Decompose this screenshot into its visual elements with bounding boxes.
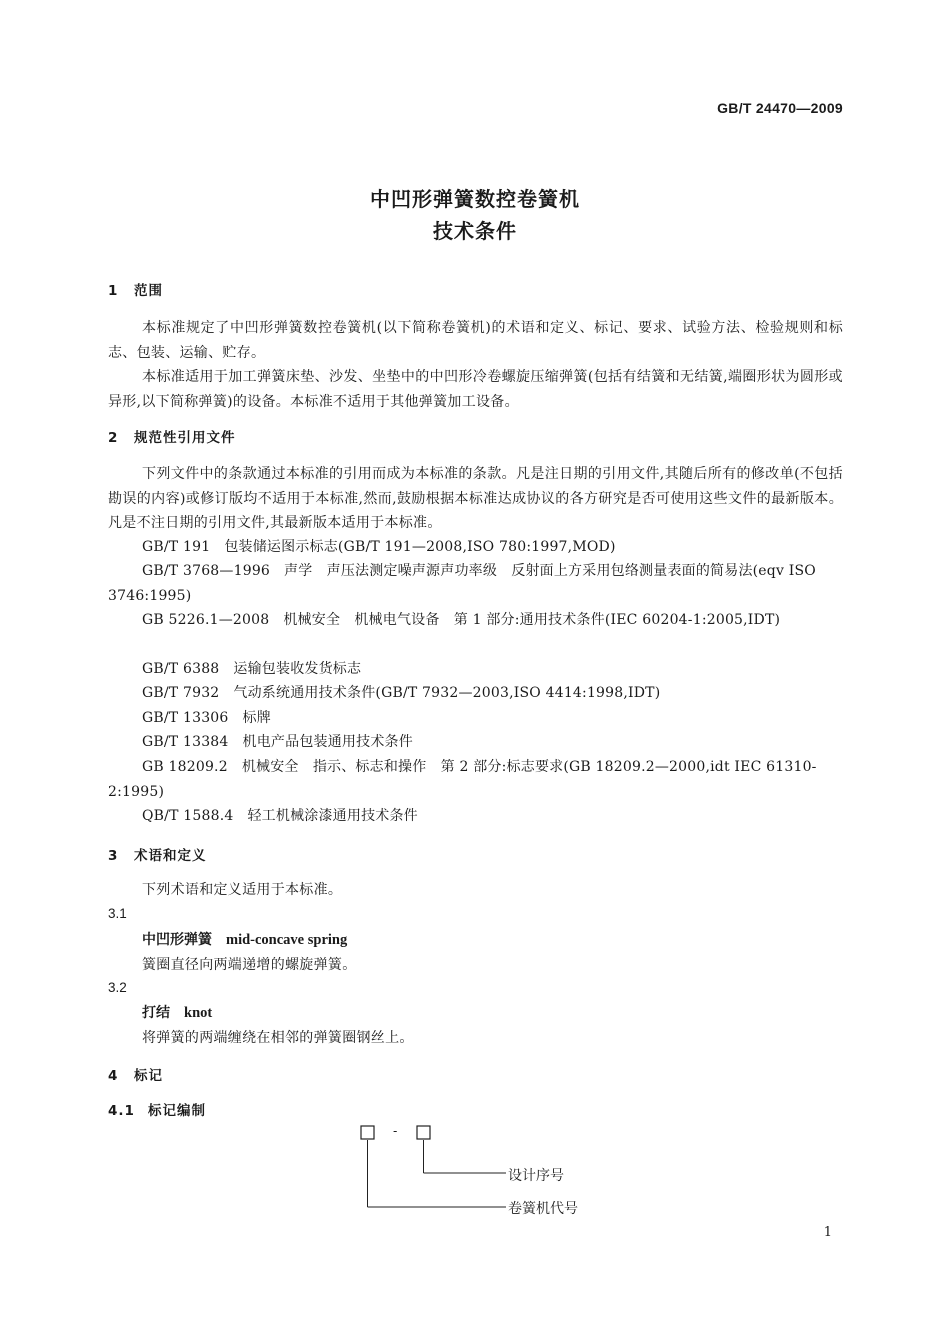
subsection-title: 标记编制 — [148, 1103, 206, 1119]
design-serial-box — [417, 1126, 430, 1139]
term-en: mid-concave spring — [226, 932, 348, 948]
section-title: 规范性引用文件 — [134, 430, 236, 446]
reference-title: 机电产品包装通用技术条件 — [242, 734, 413, 750]
doc-title-line1: 中凹形弹簧数控卷簧机 — [370, 187, 580, 211]
section-1-para-2: 本标准适用于加工弹簧床垫、沙发、坐垫中的中凹形冷卷螺旋压缩弹簧(包括有结簧和无结簧,端圈形状为圆形或异形,以下简称弹簧)的设备。本标准不适用于其他弹簧加工设备。 — [108, 369, 843, 410]
section-number: 2 — [108, 430, 119, 446]
term-number: 3.1 — [108, 906, 127, 921]
standard-number: GB/T 24470—2009 — [717, 100, 843, 116]
reference-code: GB/T 7932 — [142, 685, 220, 701]
section-number: 4 — [108, 1068, 119, 1084]
doc-title-line2: 技术条件 — [433, 219, 517, 243]
reference-code: GB/T 13306 — [142, 710, 229, 726]
reference-title: 标牌 — [242, 710, 271, 726]
reference-code: GB/T 191 — [142, 539, 211, 555]
term-definition: 将弹簧的两端缠绕在相邻的弹簧圈钢丝上。 — [142, 1030, 414, 1046]
label-design-serial: 设计序号 — [508, 1168, 564, 1184]
reference-title: 机械安全 指示、标志和操作 第 2 部分:标志要求(GB 18209.2—2000,idt IEC 61310-2:1995) — [108, 759, 817, 800]
term-cn: 打结 — [142, 1005, 170, 1021]
reference-title: 机械安全 机械电气设备 第 1 部分:通用技术条件(IEC 60204-1:2005,IDT) — [283, 612, 781, 628]
term-cn: 中凹形弹簧 — [142, 932, 212, 948]
reference-title: 气动系统通用技术条件(GB/T 7932—2003,ISO 4414:1998,IDT) — [233, 685, 661, 701]
reference-title: 声学 声压法测定噪声源声功率级 反射面上方采用包络测量表面的简易法(eqv ISO 3746:1995) — [108, 563, 816, 604]
reference-code: GB/T 13384 — [142, 734, 229, 750]
section-3-intro: 下列术语和定义适用于本标准。 — [142, 882, 343, 898]
subsection-number: 4.1 — [108, 1103, 135, 1119]
reference-code: QB/T 1588.4 — [142, 808, 234, 824]
reference-code: GB/T 6388 — [142, 661, 220, 677]
term-definition: 簧圈直径向两端递增的螺旋弹簧。 — [142, 957, 357, 973]
reference-code: GB 18209.2 — [142, 759, 228, 775]
label-model-code: 卷簧机代号 — [508, 1201, 578, 1217]
reference-code: GB 5226.1—2008 — [142, 612, 270, 628]
section-number: 1 — [108, 283, 119, 299]
section-2-intro: 下列文件中的条款通过本标准的引用而成为本标准的条款。凡是注日期的引用文件,其随后所有的修改单(不包括勘误的内容)或修订版均不适用于本标准,然而,鼓励根据本标准达成协议的各方研究是否可使用这些文件的最新版本。凡是不注日期的引用文件,其最新版本适用于本标准。 — [108, 466, 843, 531]
section-title: 范围 — [134, 283, 163, 299]
reference-title: 包装储运图示标志(GB/T 191—2008,ISO 780:1997,MOD) — [224, 539, 616, 555]
reference-title: 运输包装收发货标志 — [233, 661, 362, 677]
reference-title: 轻工机械涂漆通用技术条件 — [247, 808, 418, 824]
model-code-box — [361, 1126, 374, 1139]
term-en: knot — [184, 1005, 213, 1021]
page-number: 1 — [823, 1225, 832, 1240]
section-title: 术语和定义 — [134, 848, 207, 864]
reference-code: GB/T 3768—1996 — [142, 563, 271, 579]
diagram-separator: - — [393, 1124, 398, 1138]
section-1-para-1: 本标准规定了中凹形弹簧数控卷簧机(以下简称卷簧机)的术语和定义、标记、要求、试验方法、检验规则和标志、包装、运输、贮存。 — [108, 320, 843, 361]
term-number: 3.2 — [108, 980, 127, 995]
section-title: 标记 — [134, 1068, 163, 1084]
section-number: 3 — [108, 848, 119, 864]
